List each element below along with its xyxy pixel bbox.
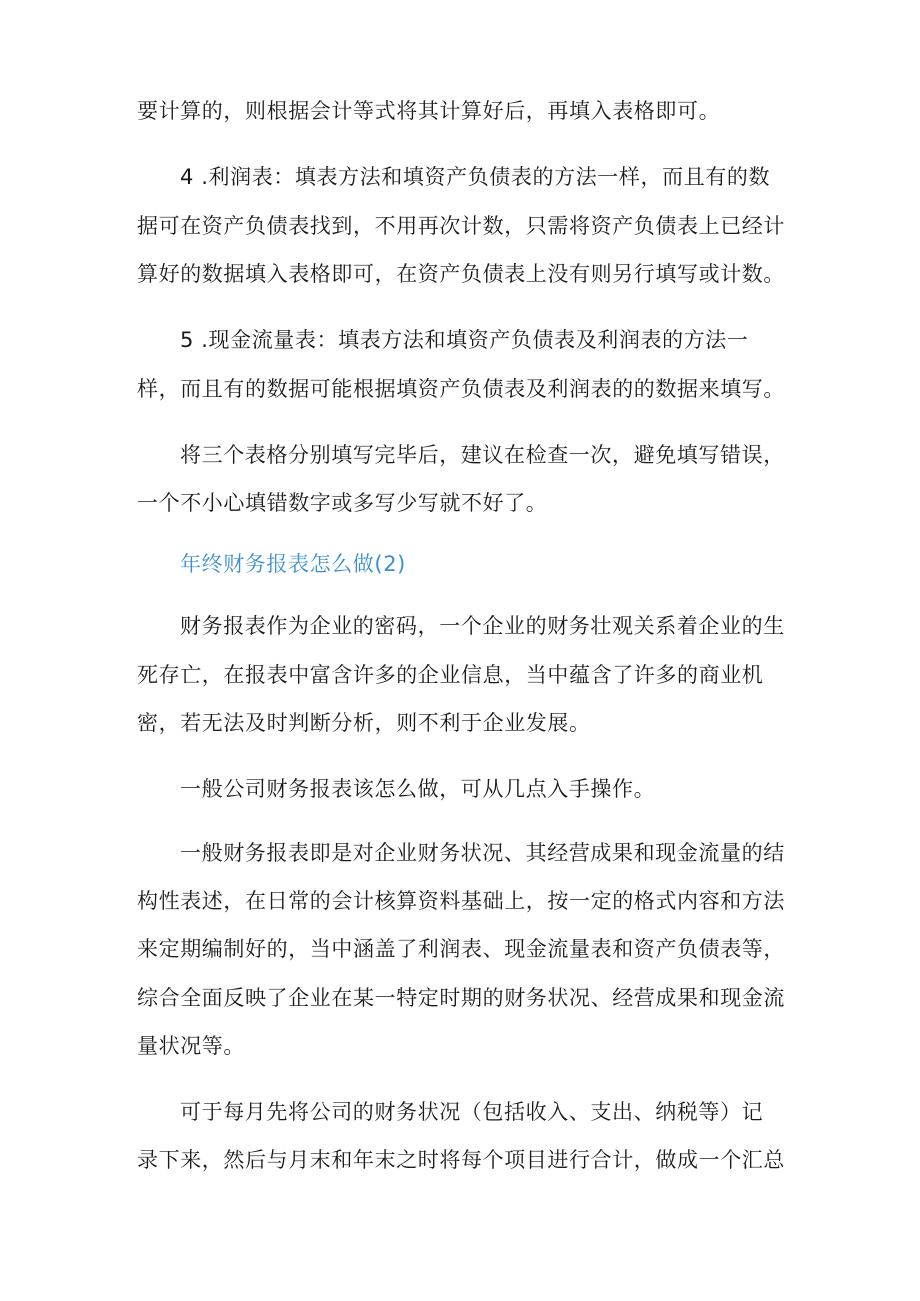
text-line: 来定期编制好的，当中涵盖了利润表、现金流量表和资产负债表等， [137, 937, 785, 961]
text-line: 样，而且有的数据可能根据填资产负债表及利润表的的数据来填写。 [137, 377, 785, 401]
text-line: 4 .利润表：填表方法和填资产负债表的方法一样，而且有的数 [180, 165, 771, 189]
text-line: 一个不小心填错数字或多写少写就不好了。 [137, 491, 548, 515]
text-line: 可于每月先将公司的财务状况（包括收入、支出、纳税等）记 [180, 1100, 764, 1124]
text-line: 要计算的，则根据会计等式将其计算好后，再填入表格即可。 [137, 99, 721, 123]
text-line: 财务报表作为企业的密码，一个企业的财务壮观关系着企业的生 [180, 614, 785, 638]
text-line: 算好的数据填入表格即可，在资产负债表上没有则另行填写或计数。 [137, 262, 785, 286]
text-line: 死存亡，在报表中富含许多的企业信息，当中蕴含了许多的商业机 [137, 663, 764, 687]
text-line: 录下来，然后与月末和年末之时将每个项目进行合计，做成一个汇总 [137, 1148, 785, 1172]
text-line: 5 .现金流量表：填表方法和填资产负债表及利润表的方法一 [180, 328, 749, 352]
text-line: 一般财务报表即是对企业财务状况、其经营成果和现金流量的结 [180, 841, 785, 865]
text-line: 构性表述，在日常的会计核算资料基础上，按一定的格式内容和方法 [137, 889, 785, 913]
text-line: 综合全面反映了企业在某一特定时期的财务状况、经营成果和现金流 [137, 986, 785, 1010]
section-heading: 年终财务报表怎么做(2) [180, 552, 406, 576]
text-line: 一般公司财务报表该怎么做，可从几点入手操作。 [180, 777, 656, 801]
text-line: 将三个表格分别填写完毕后，建议在检查一次，避免填写错误， [180, 443, 785, 467]
text-line: 据可在资产负债表找到，不用再次计数，只需将资产负债表上已经计 [137, 214, 785, 238]
text-line: 量状况等。 [137, 1034, 245, 1058]
text-line: 密，若无法及时判断分析，则不利于企业发展。 [137, 711, 591, 735]
